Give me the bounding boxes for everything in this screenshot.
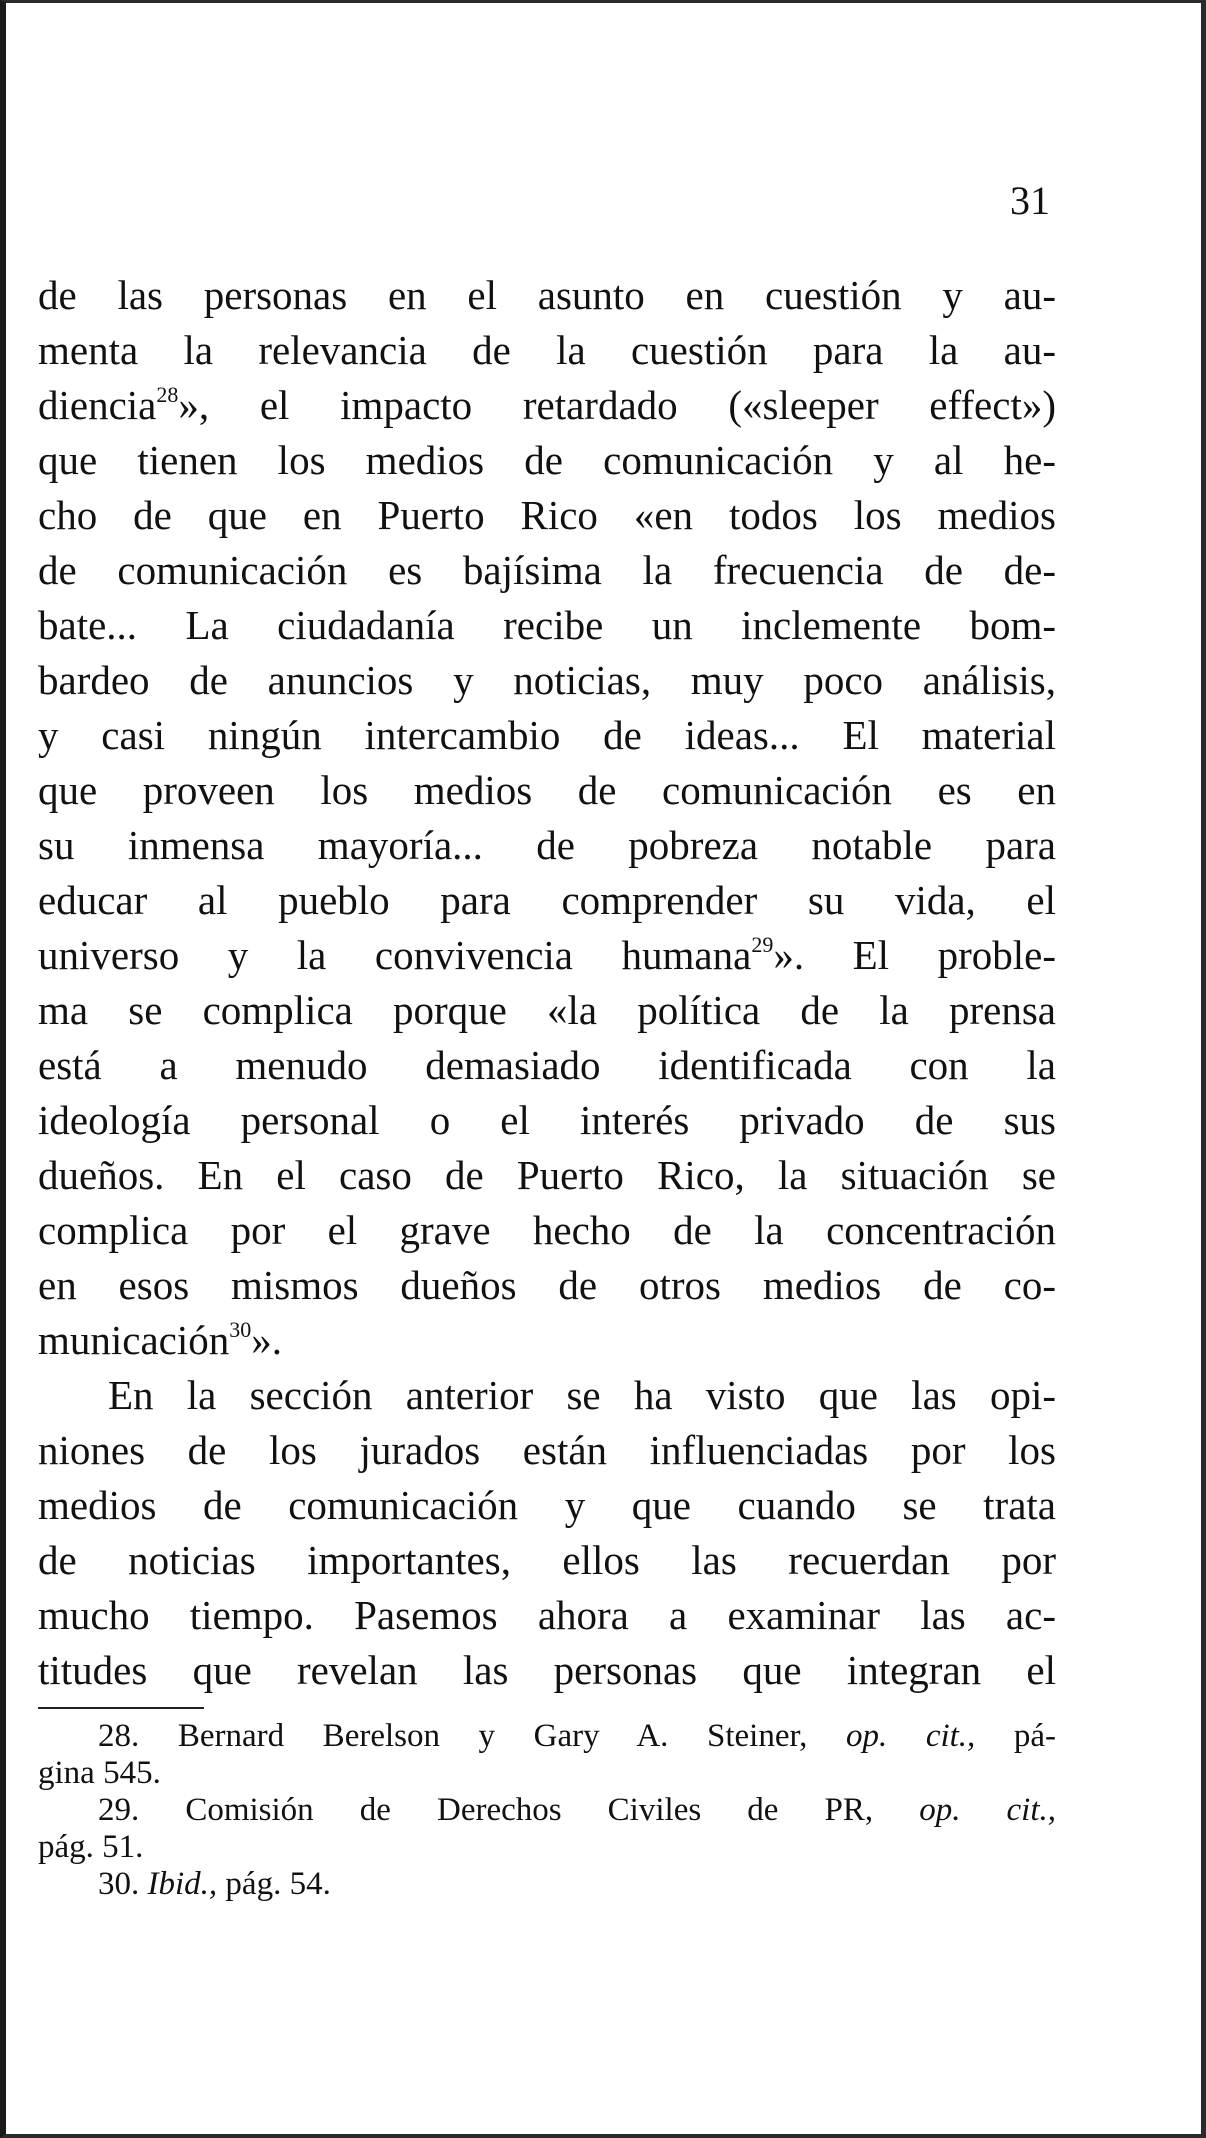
text-line: mucho tiempo. Pasemos ahora a examinar las ac- [38,1592,1056,1638]
text-line: niones de los jurados están influenciadas por los [38,1427,1056,1473]
footnote-text: Comisión de Derechos Civiles de PR, [185,1792,874,1828]
text-line: medios de comunicación y que cuando se trata [38,1482,1056,1528]
text-line [38,928,1056,983]
footnote-ref-28: 28 [156,382,179,407]
text-line: titudes que revelan las personas que integran el [38,1647,1056,1693]
text-line: que tienen los medios de comunicación y al he- [38,437,1056,483]
footnotes [38,1718,1056,1903]
text-line: bardeo de anuncios y noticias, muy poco análisis, [38,657,1056,703]
text-line: que proveen los medios de comunicación es en [38,767,1056,813]
text-line [38,1313,1056,1368]
text-fragment: diencia [38,382,157,428]
page-number: 31 [1010,178,1050,223]
text-fragment: ». El proble- [773,932,1056,978]
footnote-30 [38,1866,1056,1903]
text-line [38,378,1056,433]
text-line: de noticias importantes, ellos las recuerdan por [38,1537,1056,1583]
text-line: bate... La ciudadanía recibe un inclemente bom- [38,602,1056,648]
footnote-28 [38,1718,1056,1755]
footnote-ref-30: 30 [229,1317,252,1342]
footnote-number: 30. [98,1866,140,1902]
text-fragment: municación [38,1317,230,1363]
footnote-text: pá- [1013,1718,1057,1754]
text-line: de comunicación es bajísima la frecuencia de de- [38,547,1056,593]
text-line: de las personas en el asunto en cuestión y au- [38,272,1056,318]
footnote-29 [38,1792,1056,1829]
text-line: dueños. En el caso de Puerto Rico, la situación se [38,1152,1056,1198]
text-fragment: ». [251,1317,283,1363]
text-fragment: », el impacto retardado («sleeper effect») [178,382,1056,428]
footnote-separator [38,1707,204,1709]
footnote-italic: Ibid., [147,1866,218,1902]
text-line: menta la relevancia de la cuestión para la au- [38,327,1056,373]
footnote-italic: op. cit., [919,1792,1056,1828]
text-line: está a menudo demasiado identificada con la [38,1042,1056,1088]
text-line: ideología personal o el interés privado de sus [38,1097,1056,1143]
footnote-ref-29: 29 [751,932,774,957]
text-line: su inmensa mayoría... de pobreza notable para [38,822,1056,868]
text-line: cho de que en Puerto Rico «en todos los medios [38,492,1056,538]
footnote-italic: op. cit., [846,1718,976,1754]
text-line: educar al pueblo para comprender su vida, el [38,877,1056,923]
footnote-29-continuation: pág. 51. [38,1829,144,1865]
text-fragment: universo y la convivencia humana [38,932,752,978]
footnote-text: pág. 54. [225,1866,331,1902]
text-line: complica por el grave hecho de la concentración [38,1207,1056,1253]
text-line: y casi ningún intercambio de ideas... El material [38,712,1056,758]
text-line: en esos mismos dueños de otros medios de co- [38,1262,1056,1308]
footnote-number: 29. [98,1792,140,1828]
text-line: ma se complica porque «la política de la prensa [38,987,1056,1033]
footnote-text: Bernard Berelson y Gary A. Steiner, [177,1718,808,1754]
body-text [38,268,1056,1698]
footnote-number: 28. [98,1718,140,1754]
text-line: En la sección anterior se ha visto que las opi- [108,1372,1056,1418]
footnote-28-continuation: gina 545. [38,1755,161,1791]
